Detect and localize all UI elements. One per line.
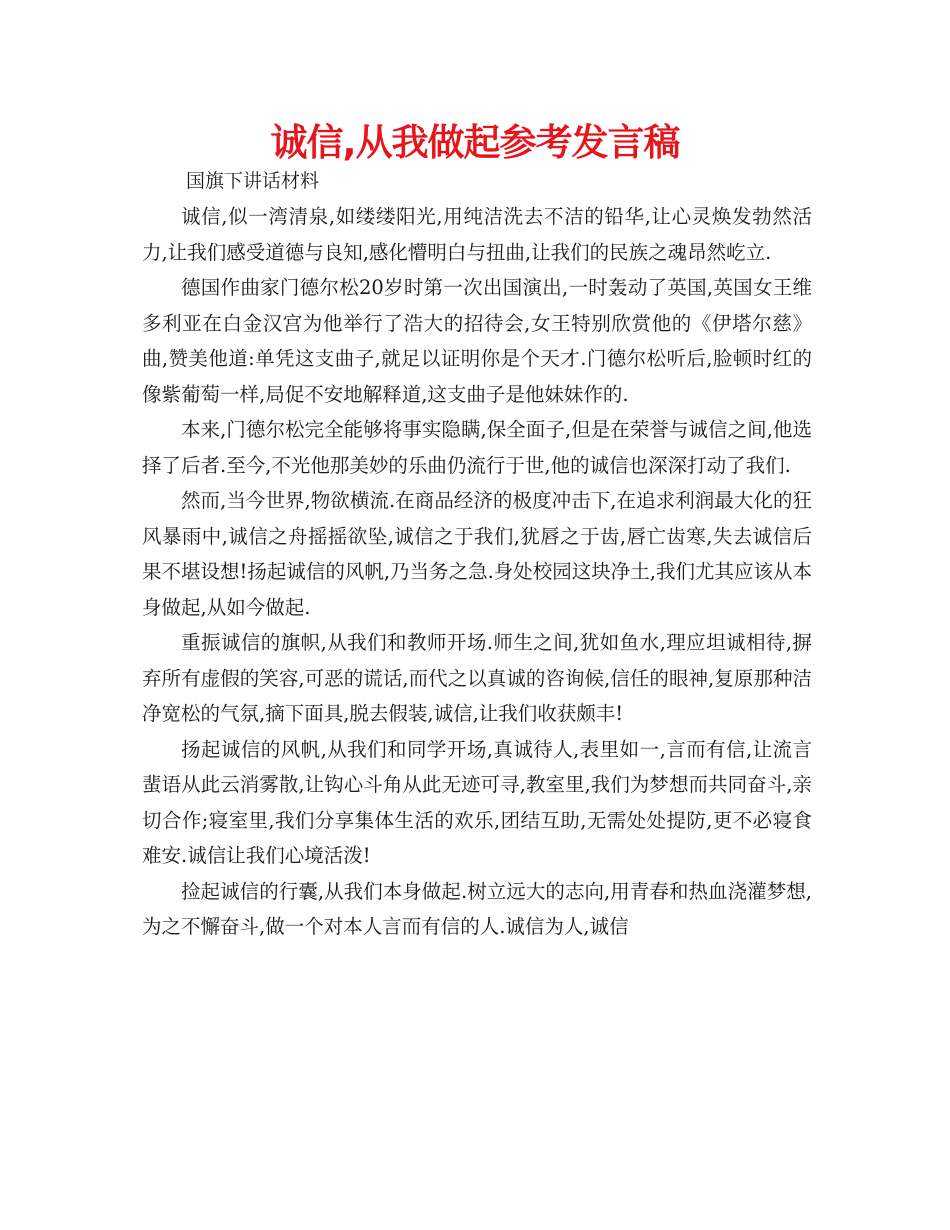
paragraph: 诚信,似一湾清泉,如缕缕阳光,用纯洁洗去不洁的铅华,让心灵焕发勃然活力,让我们感受道德与良知,感化懵明白与扭曲,让我们的民族之魂昂然屹立. (142, 205, 812, 264)
paragraph: 扬起诚信的风帆,从我们和同学开场,真诚待人,表里如一,言而有信,让流言蜚语从此云消雾散,让钩心斗角从此无迹可寻,教室里,我们为梦想而共同奋斗,亲切合作;寝室里,我们分享集体生活的欢乐,团结互助,无需处处提防,更不必寝食难安.诚信让我们心境活泼! (142, 737, 812, 867)
paragraph: 德国作曲家门德尔松20岁时第一次出国演出,一时轰动了英国,英国女王维多利亚在白金汉宫为他举行了浩大的招待会,女王特别欣赏他的《伊塔尔慈》曲,赞美他道:单凭这支曲子,就足以证明你是个天才.门德尔松听后,脸顿时红的像紫葡萄一样,局促不安地解释道,这支曲子是他妹妹作的. (142, 276, 812, 406)
paragraph: 重振诚信的旗帜,从我们和教师开场.师生之间,犹如鱼水,理应坦诚相待,摒弃所有虚假的笑容,可恶的谎话,而代之以真诚的咨询候,信任的眼神,复原那种洁净宽松的气氛,摘下面具,脱去假装,诚信,让我们收获颇丰! (142, 631, 812, 725)
paragraph: 捡起诚信的行囊,从我们本身做起.树立远大的志向,用青春和热血浇灌梦想,为之不懈奋斗,做一个对本人言而有信的人.诚信为人,诚信 (142, 879, 812, 938)
paragraph: 然而,当今世界,物欲横流.在商品经济的极度冲击下,在追求利润最大化的狂风暴雨中,诚信之舟摇摇欲坠,诚信之于我们,犹唇之于齿,唇亡齿寒,失去诚信后果不堪设想!扬起诚信的风帆,乃当务之急.身处校园这块净土,我们尤其应该从本身做起,从如今做起. (142, 489, 812, 619)
document-subtitle: 国旗下讲话材料 (186, 170, 320, 192)
document-title: 诚信,从我做起参考发言稿 (270, 121, 680, 164)
document-body (142, 199, 812, 945)
paragraph: 本来,门德尔松完全能够将事实隐瞒,保全面子,但是在荣誉与诚信之间,他选择了后者.至今,不光他那美妙的乐曲仍流行于世,他的诚信也深深打动了我们. (142, 418, 812, 477)
